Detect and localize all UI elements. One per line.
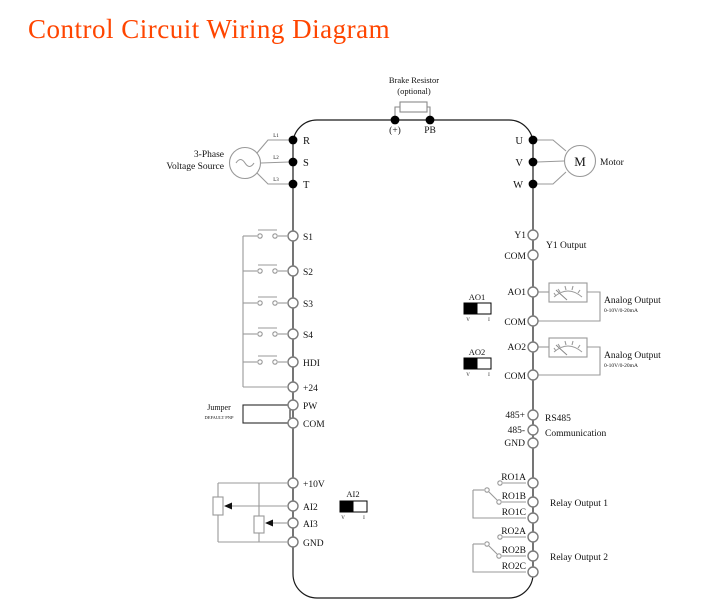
terminal-ro2a xyxy=(528,532,538,542)
terminal-s-label: S xyxy=(303,158,309,169)
terminal-v xyxy=(529,158,538,167)
terminal-485p-label: 485+ xyxy=(505,411,525,421)
terminal-gnd-485-label: GND xyxy=(504,439,525,449)
analog-output-2-range: 0-10V/0-20mA xyxy=(604,363,638,369)
terminal-ai2 xyxy=(288,501,298,511)
brake-resistor-circuit xyxy=(389,75,439,136)
y1-output xyxy=(504,230,586,262)
ao1-vi-switch xyxy=(464,303,491,314)
terminal-ro2c-label: RO2C xyxy=(501,562,526,572)
analog-output-1-circuit xyxy=(464,283,661,328)
terminal-com-ao1 xyxy=(528,316,538,326)
ai2-vi-switch xyxy=(340,501,367,512)
terminal-ao1 xyxy=(528,287,538,297)
terminal-ro2c xyxy=(528,567,538,577)
wiper-arrow-1 xyxy=(224,503,232,510)
terminal-com-label: COM xyxy=(303,420,325,430)
potentiometer-2 xyxy=(254,516,264,533)
analog-output-2-circuit xyxy=(464,338,661,382)
brake-resistor-label: Brake Resistor xyxy=(388,75,440,85)
terminal-24v-label: +24 xyxy=(303,384,318,394)
terminal-s2-label: S2 xyxy=(303,268,314,278)
terminal-ro2b xyxy=(528,551,538,561)
switch-s4 xyxy=(243,328,287,336)
ao2-switch-v-label: V xyxy=(466,373,470,378)
motor-circuit xyxy=(513,136,625,191)
terminal-s4 xyxy=(288,329,298,339)
terminal-ro1a-label: RO1A xyxy=(501,473,526,483)
relay-output-2-circuit xyxy=(473,527,608,577)
meter-icon-1 xyxy=(549,283,587,302)
terminal-com-ao2-label: COM xyxy=(504,372,526,382)
terminal-y1 xyxy=(528,230,538,240)
terminal-s4-label: S4 xyxy=(303,331,314,341)
terminal-gnd-left xyxy=(288,537,298,547)
terminal-r-label: R xyxy=(303,136,311,147)
rs485-label-line1: RS485 xyxy=(545,414,571,424)
terminal-ro1b-label: RO1B xyxy=(501,492,526,502)
analog-output-1-range: 0-10V/0-20mA xyxy=(604,308,638,314)
motor-label: Motor xyxy=(600,158,624,168)
ao2-switch-i-label: I xyxy=(488,373,490,378)
terminal-s2 xyxy=(288,266,298,276)
terminal-y1-label: Y1 xyxy=(514,231,526,241)
terminal-10v-label: +10V xyxy=(303,480,325,490)
wiper-arrow-2 xyxy=(265,520,273,527)
terminal-485p xyxy=(528,410,538,420)
terminal-pb xyxy=(426,116,435,125)
terminal-ao2-label: AO2 xyxy=(507,343,526,353)
digital-input-circuit xyxy=(243,230,320,394)
terminal-ro2b-label: RO2B xyxy=(501,546,526,556)
terminal-com-ao1-label: COM xyxy=(504,318,526,328)
terminal-t-label: T xyxy=(303,180,310,191)
terminal-hdi xyxy=(288,357,298,367)
rs485-label-line2: Communication xyxy=(545,429,607,439)
three-phase-source xyxy=(166,134,310,191)
terminal-24v xyxy=(288,382,298,392)
jumper-label: Jumper xyxy=(207,403,231,412)
terminal-r xyxy=(289,136,298,145)
page-title: Control Circuit Wiring Diagram xyxy=(28,14,391,44)
terminal-gnd-485 xyxy=(528,438,538,448)
terminal-ro1a xyxy=(528,478,538,488)
source-name-line2: Voltage Source xyxy=(166,162,224,172)
terminal-ai3 xyxy=(288,518,298,528)
analog-output-1-label: Analog Output xyxy=(604,296,661,306)
switch-s3 xyxy=(243,297,287,305)
terminal-w-label: W xyxy=(513,180,523,191)
terminal-ai3-label: AI3 xyxy=(303,520,318,530)
source-name-line1: 3-Phase xyxy=(193,150,224,160)
terminal-pb-label: PB xyxy=(424,126,436,136)
terminal-com-ao2 xyxy=(528,370,538,380)
analog-output-2-label: Analog Output xyxy=(604,351,661,361)
terminal-t xyxy=(289,180,298,189)
terminal-hdi-label: HDI xyxy=(303,359,320,369)
terminal-u-label: U xyxy=(515,136,523,147)
terminal-ro1b xyxy=(528,497,538,507)
terminal-plus-label: (+) xyxy=(389,126,401,136)
terminal-com-y1-label: COM xyxy=(504,252,526,262)
terminal-s1-label: S1 xyxy=(303,233,314,243)
relay-output-1-label: Relay Output 1 xyxy=(550,499,609,509)
switch-hdi xyxy=(243,356,287,364)
switch-s2 xyxy=(243,265,287,273)
terminal-ro1c xyxy=(528,513,538,523)
brake-resistor-note: (optional) xyxy=(397,86,431,96)
rs485-circuit xyxy=(504,410,606,449)
ao1-switch-i-label: I xyxy=(488,318,490,323)
drive-body-outline xyxy=(293,120,533,598)
terminal-ro2a-label: RO2A xyxy=(501,527,526,537)
ai2-switch-i-label: I xyxy=(363,516,365,521)
ao1-switch-label: AO1 xyxy=(468,292,486,302)
terminal-ai2-label: AI2 xyxy=(303,503,318,513)
terminal-s xyxy=(289,158,298,167)
jumper-symbol xyxy=(243,405,290,423)
analog-input-circuit xyxy=(213,478,367,549)
phase-l1-label: L1 xyxy=(273,134,279,139)
terminal-485n xyxy=(528,425,538,435)
terminal-w xyxy=(529,180,538,189)
relay-output-1-circuit xyxy=(473,473,608,523)
terminal-v-label: V xyxy=(515,158,523,169)
terminal-com-input xyxy=(288,418,298,428)
ai2-switch-v-label: V xyxy=(341,516,345,521)
terminal-ro1c-label: RO1C xyxy=(501,508,526,518)
terminal-s3 xyxy=(288,298,298,308)
terminal-ao2 xyxy=(528,342,538,352)
ao1-switch-v-label: V xyxy=(466,318,470,323)
potentiometer-1 xyxy=(213,497,223,515)
jumper-circuit xyxy=(204,400,325,430)
terminal-plus xyxy=(391,116,400,125)
terminal-com-y1 xyxy=(528,250,538,260)
phase-l3-label: L3 xyxy=(273,178,279,183)
terminal-10v xyxy=(288,478,298,488)
motor-symbol: M xyxy=(574,154,586,169)
terminal-u xyxy=(529,136,538,145)
switch-s1 xyxy=(243,230,287,238)
relay-output-2-label: Relay Output 2 xyxy=(550,553,609,563)
ao2-switch-label: AO2 xyxy=(468,347,486,357)
ai2-switch-label: AI2 xyxy=(346,489,360,499)
jumper-note: DEFAULT PNP xyxy=(204,415,234,420)
ao2-vi-switch xyxy=(464,358,491,369)
terminal-gnd-left-label: GND xyxy=(303,539,324,549)
y1-output-label: Y1 Output xyxy=(546,241,587,251)
terminal-pw-label: PW xyxy=(303,402,318,412)
phase-l2-label: L2 xyxy=(273,156,279,161)
terminal-s1 xyxy=(288,231,298,241)
terminal-ao1-label: AO1 xyxy=(507,288,526,298)
brake-resistor-symbol xyxy=(400,102,427,112)
terminal-pw xyxy=(288,400,298,410)
meter-icon-2 xyxy=(549,338,587,357)
terminal-485n-label: 485- xyxy=(507,426,525,436)
terminal-s3-label: S3 xyxy=(303,300,314,310)
